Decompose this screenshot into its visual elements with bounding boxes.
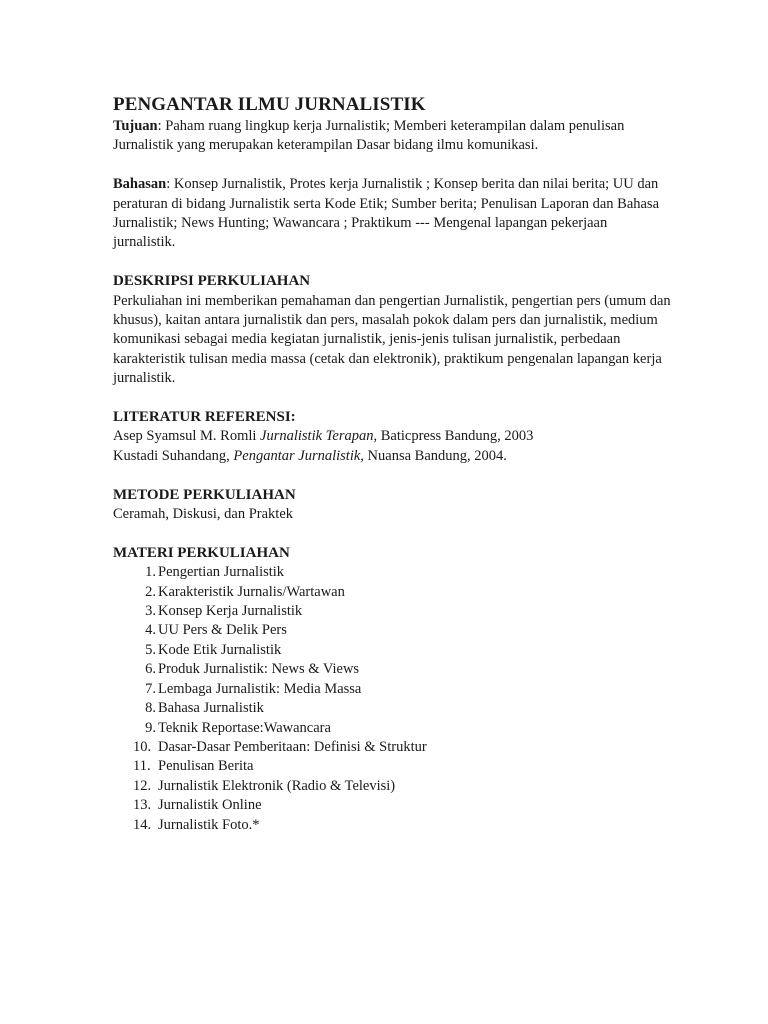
bahasan-text: : Konsep Jurnalistik, Protes kerja Jurnalistik ; Konsep berita dan nilai berita; UU dan peraturan di bidang Jurnalistik serta Kode Etik; Sumber berita; Penulisan Laporan dan Bahasa Jurnalistik; News Hunting; Wawancara ; Praktikum --- Mengenal lapangan pekerjaan jurnalistik. <box>113 176 660 251</box>
list-item <box>113 816 673 835</box>
list-number: 4. <box>145 622 156 639</box>
list-number: 5. <box>145 641 156 658</box>
list-text: Jurnalistik Elektronik (Radio & Televisi) <box>158 777 396 794</box>
list-text: Dasar-Dasar Pemberitaan: Definisi & Struktur <box>158 738 427 755</box>
tujuan-paragraph <box>113 117 673 156</box>
list-number: 9. <box>145 719 156 736</box>
reference-author: Kustadi Suhandang, <box>113 447 234 464</box>
metode-text: Ceramah, Diskusi, dan Praktek <box>113 506 294 523</box>
metode-heading: METODE PERKULIAHAN <box>113 486 296 503</box>
spacer <box>113 253 673 272</box>
list-text: Jurnalistik Online <box>158 797 262 814</box>
spacer <box>113 389 673 408</box>
list-item <box>113 563 673 582</box>
document-page <box>113 93 673 835</box>
list-number: 1. <box>145 564 156 581</box>
reference-publisher: Nuansa Bandung, 2004. <box>363 447 507 464</box>
list-text: Teknik Reportase:Wawancara <box>158 719 331 736</box>
literatur-heading: LITERATUR REFERENSI: <box>113 409 296 426</box>
list-item <box>113 738 673 757</box>
reference-line <box>113 447 673 466</box>
list-item <box>113 796 673 815</box>
list-number: 7. <box>145 680 156 697</box>
list-item <box>113 583 673 602</box>
list-text: Kode Etik Jurnalistik <box>158 641 282 658</box>
list-number: 11. <box>133 758 151 775</box>
list-item <box>113 699 673 718</box>
reference-title: Pengantar Jurnalistik, <box>233 447 364 464</box>
bahasan-label: Bahasan <box>113 176 167 193</box>
list-item <box>113 777 673 796</box>
reference-publisher: , Baticpress Bandung, 2003 <box>373 428 534 445</box>
list-item <box>113 719 673 738</box>
list-number: 12. <box>133 777 152 794</box>
list-item <box>113 680 673 699</box>
list-text: Jurnalistik Foto.* <box>158 816 260 833</box>
list-number: 13. <box>133 797 152 814</box>
deskripsi-text: Perkuliahan ini memberikan pemahaman dan pengertian Jurnalistik, pengertian pers (umum dan khusus), kaitan antara jurnalistik dan pers, masalah pokok dalam pers dan jurnalistik, medium komunikasi sebagai media kegiatan jurnalistik, jenis-jenis tulisan jurnalistik, perbedaan karakteristik tulisan media massa (cetak dan elektronik), praktikum pengenalan lapangan kerja jurnalistik. <box>113 292 671 387</box>
materi-heading: MATERI PERKULIAHAN <box>113 544 290 561</box>
list-number: 2. <box>145 583 156 600</box>
list-text: UU Pers & Delik Pers <box>158 622 287 639</box>
list-text: Penulisan Berita <box>158 758 254 775</box>
materi-list <box>113 563 673 835</box>
list-text: Pengertian Jurnalistik <box>158 564 285 581</box>
tujuan-label: Tujuan <box>113 118 158 134</box>
list-text: Karakteristik Jurnalis/Wartawan <box>158 583 345 600</box>
reference-title: Jurnalistik Terapan <box>260 428 374 445</box>
list-text: Bahasa Jurnalistik <box>158 700 264 717</box>
spacer <box>113 156 673 175</box>
bahasan-paragraph <box>113 175 673 253</box>
document-title: PENGANTAR ILMU JURNALISTIK <box>113 94 426 115</box>
list-item <box>113 660 673 679</box>
list-item <box>113 757 673 776</box>
list-number: 6. <box>145 661 156 678</box>
list-text: Produk Jurnalistik: News & Views <box>158 661 360 678</box>
reference-author: Asep Syamsul M. Romli <box>113 428 261 445</box>
list-number: 14. <box>133 816 152 833</box>
list-text: Konsep Kerja Jurnalistik <box>158 603 303 620</box>
tujuan-text: : Paham ruang lingkup kerja Jurnalistik; Memberi keterampilan dalam penulisan Jurnalistik yang merupakan keterampilan Dasar bidang ilmu komunikasi. <box>113 118 625 154</box>
list-number: 10. <box>133 738 152 755</box>
list-text: Lembaga Jurnalistik: Media Massa <box>158 680 362 697</box>
list-item <box>113 641 673 660</box>
list-number: 8. <box>145 700 156 717</box>
spacer <box>113 524 673 543</box>
deskripsi-heading: DESKRIPSI PERKULIAHAN <box>113 273 311 290</box>
list-item <box>113 602 673 621</box>
reference-line <box>113 427 673 446</box>
list-item <box>113 621 673 640</box>
list-number: 3. <box>145 603 156 620</box>
spacer <box>113 466 673 485</box>
